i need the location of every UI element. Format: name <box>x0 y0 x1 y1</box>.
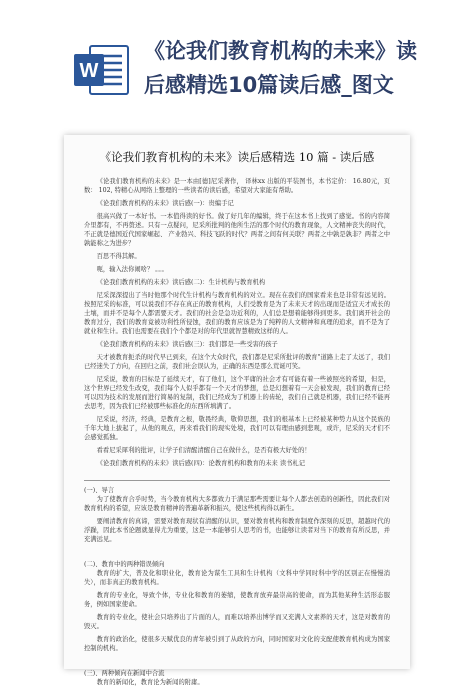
svg-text:W: W <box>79 60 99 82</box>
title-line-2: 后感精选10篇读后感_图文 <box>144 73 394 97</box>
doc-paragraph: 《论我们教育机构的未来》读后感(三)：我们都是一些受害的孩子 <box>96 341 278 348</box>
doc-title: 《论我们教育机构的未来》读后感精选 10 篇 - 读后感 <box>99 150 375 164</box>
doc-paragraph: 要阐清教育的真谛，需要对教育现状有清醒的认识，要对教育机构和教育制度作深刻的反思，超越时代的浮躁，因此本书论题就显得尤为重要，这是一本能够引人思考的书，也能够让读者对当下的教育有所反思，并充满远见。 <box>84 518 390 543</box>
doc-paragraph: 百思不得其解。 <box>96 253 141 260</box>
doc-paragraph: 尼采说，经济，经典，是教育之根，敬畏经典，敬仰思想，我们的根基本上已经被某种势力从这个民族的千年大地上拔起了，从他的观点，再来看我们的现实处境，我们可以有理由感到悲观，或许，尼采的天才们不会感觉孤独。 <box>84 416 390 441</box>
foreword-section <box>84 495 390 548</box>
doc-paragraph: 教育的新闻化，教育论为新闻的附庸。 <box>96 679 204 686</box>
page-header <box>0 0 474 118</box>
doc-paragraph: 《论我们教育机构的未来》读后感(四)：论教育机构和教育的未来 读书札记 <box>96 460 306 467</box>
word-icon <box>72 40 132 100</box>
doc-paragraph: 教育的专业化，使社会只培养出了片面的人，而难以培养出博学而又充满人文素养的天才，这是对教育的毁灭。 <box>84 614 390 630</box>
doc-paragraph: 《论我们教育机构的未来》读后感(一)：贵编手记 <box>96 200 234 207</box>
doc-paragraph: 《论我们教育机构的未来》是一本由[德]尼采著作， 译林xx 出版的平装图书，本书定价： 16.80元，页数： 102, 特精心从网络上整理的一些读者的读后感，希望对大家能有帮助。 <box>84 178 390 194</box>
doc-paragraph: 教育的专业化，导致个体，专业化和教育的萎缩，使教育放弃最崇高的使命，而为其他某种生活形态服务，例如国家使命。 <box>84 592 390 608</box>
news-section <box>84 678 390 691</box>
doc-paragraph: 很高兴做了一本好书。一本值得读的好书。做了好几年的编辑，终于在这本书上找到了感觉。书的内容简介里都有，不再赘述。只有一点疑问，尼采所批判的他所生活的那个时代的教育现象，人文精神丧失的时代，不正就是德国近代国家崛起、 产业勃兴、科技飞跃的时代？两者之间有何关联？两者之中孰是孰非？两者之中孰能称之为进步？ <box>84 213 390 247</box>
intro-section <box>84 177 390 472</box>
doc-paragraph: 尼采深深提出了当时他那个时代生计机构与教育机构的对立。现在在我们的国家看来也是非常有远见的。按照尼采的标准，可以说我们不存在真正的教育机构，人们受教育是为了未来天才的出现而是适宜天才成长的土壤，而并不是每个人都需要天才。我们的社会是急功近利的，人们总是想着能够得到更多。我们离开社会的教育过分，我们的教育竟被功利性所侵蚀，我们的教育应该是为了纯粹的人文精神和真理的追求，而不是为了就业和生计。我们也需要在我们个个都是对的年代里就智慧精致这样的人。 <box>84 292 390 335</box>
errors-section <box>84 569 390 657</box>
doc-paragraph: 《论我们教育机构的未来》读后感(二)：生计机构与教育机构 <box>96 279 266 286</box>
doc-paragraph: 看看尼采犀利的批评，让学子们清醒清醒自己在做什么，是否有极大好处的！ <box>96 447 311 454</box>
divider <box>84 480 390 481</box>
section-heading: (一)、导言 <box>84 487 115 494</box>
doc-paragraph: 呃，输入法你闹啥？ 。。。 <box>96 266 168 273</box>
title-line-1: 《论我们教育机构的未来》读 <box>144 39 417 63</box>
doc-paragraph: 教育的政治化，使很多天赋优良的青年被引到了从政的方向，同时国家对文化的支配使教育机构成为国家控制的机构。 <box>84 636 390 652</box>
doc-paragraph: 教育的扩大，普及化和职业化，教育论为谋生工具和生计机构（文科中学同时科中学的区别正在慢慢消失），而非真正的教育机构。 <box>84 570 390 586</box>
doc-paragraph: 尼采说，教育的目标是了延续天才，有了他们，这个平庸的社会才有可能有着一些被照亮的希望，但是，这个世界已经发生改变，我们每个人似乎都有一个天才的梦想，总是幻想着有一天会被发现，我们的教育已经可以因为技术的发展而进行简易的复制，我们已经成为了机器上的齿轮，我们自己就是机器，我们已经不能再去思考，因为我们已经被那些标准化的东西所填满了。 <box>84 376 390 410</box>
doc-paragraph: 天才被教育扼杀的时代早已到来，在这个大众时代，我们都是尼采所批评的教育"道路上走了太远了，我们已经迷失了方向，在回归之前，我们社会误认为，正确的东西是那么荒诞可笑。 <box>84 354 390 370</box>
section-heading: (二)、教育中的两种错误倾向 <box>84 561 165 568</box>
document-title <box>144 34 464 102</box>
section-heading: (三)、两种倾向在新闻中合流 <box>84 670 165 677</box>
doc-paragraph: 为了使教育合乎时势，当今教育机构大多都致力于满足那些需要让每个人都去创造的创新性，因此我们对教育机构的希望，应该是教育精神的普遍革新和振兴，使这些机构得以新生。 <box>84 496 390 512</box>
document-page-preview <box>64 135 410 686</box>
